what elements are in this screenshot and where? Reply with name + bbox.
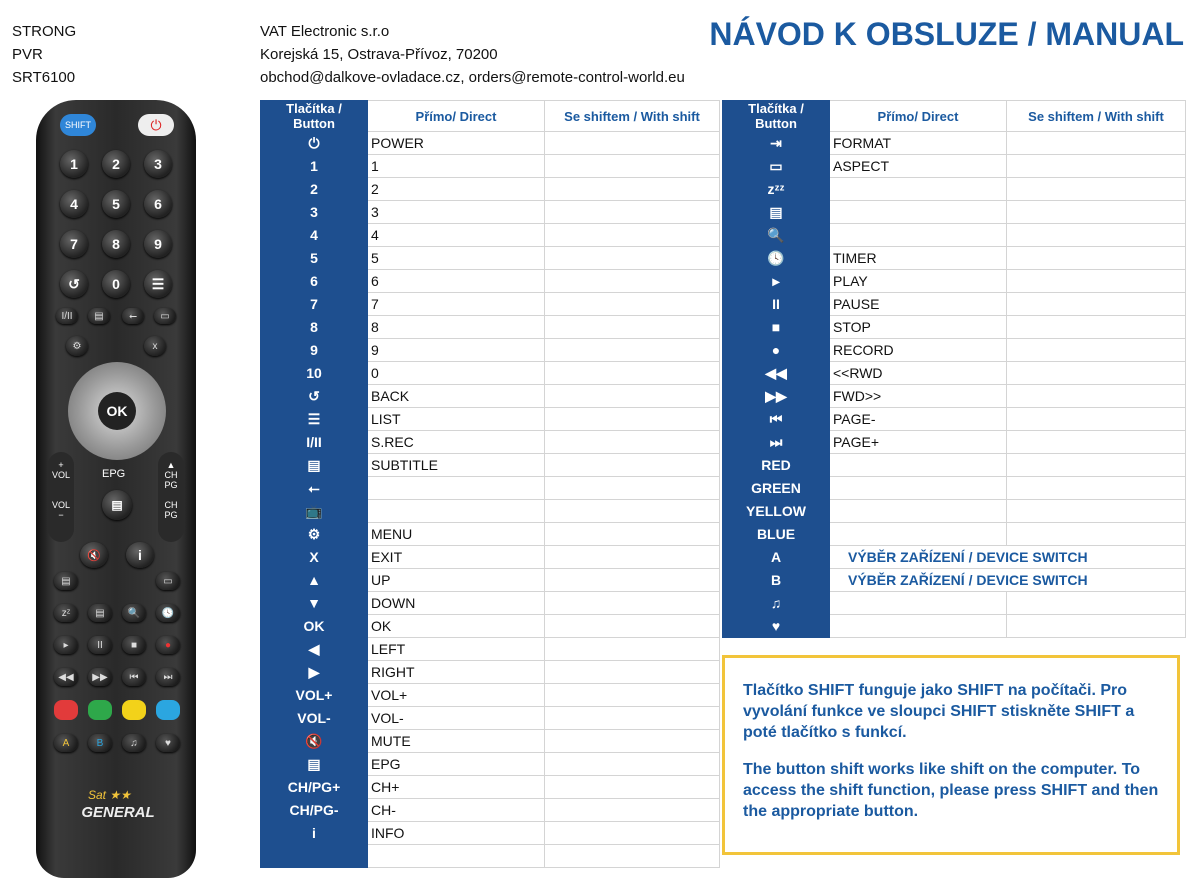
button-cell: ● (723, 339, 830, 362)
table-row (261, 822, 720, 845)
table-row (261, 431, 720, 454)
button-cell: 🔇 (261, 730, 368, 753)
button-cell: RED (723, 454, 830, 477)
direct-cell: 4 (368, 224, 545, 247)
button-cell: VOL+ (261, 684, 368, 707)
direct-cell: 2 (368, 178, 545, 201)
direct-cell (830, 592, 1007, 615)
digit-key: 8 (102, 230, 130, 258)
button-cell: 9 (261, 339, 368, 362)
ok-key: OK (98, 392, 136, 430)
table-row (261, 408, 720, 431)
button-cell: ▤ (723, 201, 830, 224)
remote-small-key: ♥ (156, 734, 180, 752)
button-cell: 4 (261, 224, 368, 247)
button-cell: 🕓 (723, 247, 830, 270)
shift-cell (545, 132, 720, 155)
table-row (261, 592, 720, 615)
button-cell: ◀◀ (723, 362, 830, 385)
shift-cell (545, 592, 720, 615)
remote-small-key: 🕓 (156, 604, 180, 622)
table-row (723, 615, 1186, 638)
button-cell: ▭ (723, 155, 830, 178)
direct-cell: CH+ (368, 776, 545, 799)
table-row (261, 293, 720, 316)
direct-cell (830, 615, 1007, 638)
remote-small-key: ▶▶ (88, 668, 112, 686)
shift-cell (545, 638, 720, 661)
button-cell: YELLOW (723, 500, 830, 523)
table-row (261, 730, 720, 753)
remote-small-key: II (88, 636, 112, 654)
power-button: ⏻ (138, 114, 174, 136)
direct-cell (830, 178, 1007, 201)
shift-cell (1007, 178, 1186, 201)
remote-small-key: 🔍 (122, 604, 146, 622)
shift-cell (1007, 454, 1186, 477)
shift-cell (545, 546, 720, 569)
shift-cell (545, 247, 720, 270)
info-key: i (126, 542, 154, 568)
remote-small-key: ⏮ (122, 668, 146, 686)
shift-cell (1007, 132, 1186, 155)
table-row (261, 247, 720, 270)
shift-cell (1007, 247, 1186, 270)
table-row (261, 845, 720, 868)
direct-cell: SUBTITLE (368, 454, 545, 477)
direct-cell: POWER (368, 132, 545, 155)
direct-cell: DOWN (368, 592, 545, 615)
shift-cell (545, 155, 720, 178)
button-cell: BLUE (723, 523, 830, 546)
direct-cell: PAGE+ (830, 431, 1007, 454)
table-row (261, 362, 720, 385)
table-row (723, 270, 1186, 293)
table-row (261, 155, 720, 178)
button-cell: ▶ (261, 661, 368, 684)
col-button: Tlačítka / Button (261, 101, 368, 132)
shift-cell (1007, 523, 1186, 546)
shift-cell (545, 201, 720, 224)
direct-cell: 8 (368, 316, 545, 339)
direct-cell: TIMER (830, 247, 1007, 270)
shift-cell (1007, 224, 1186, 247)
table-row (261, 638, 720, 661)
button-cell: B (723, 569, 830, 592)
table-row (261, 201, 720, 224)
button-cell: I/II (261, 431, 368, 454)
button-cell: CH/PG+ (261, 776, 368, 799)
shift-cell (545, 385, 720, 408)
direct-cell: RECORD (830, 339, 1007, 362)
button-cell: ⏮ (723, 408, 830, 431)
yellow-key (122, 700, 146, 720)
direct-cell: 1 (368, 155, 545, 178)
table-row (261, 178, 720, 201)
table-row (723, 523, 1186, 546)
direct-cell: RIGHT (368, 661, 545, 684)
button-cell: GREEN (723, 477, 830, 500)
direct-cell: PAGE- (830, 408, 1007, 431)
table-row (261, 270, 720, 293)
button-cell: ♫ (723, 592, 830, 615)
button-cell: II (723, 293, 830, 316)
table-row (723, 500, 1186, 523)
table-row (723, 454, 1186, 477)
digit-key: 7 (60, 230, 88, 258)
exit-key: x (144, 336, 166, 356)
button-cell: 📺 (261, 500, 368, 523)
company-name: VAT Electronic s.r.o (260, 23, 390, 40)
back-key: ↺ (60, 270, 88, 298)
shift-cell (545, 730, 720, 753)
table-row (261, 224, 720, 247)
shift-cell (1007, 592, 1186, 615)
table-row (261, 339, 720, 362)
direct-cell: INFO (368, 822, 545, 845)
direct-cell: FORMAT (830, 132, 1007, 155)
key-row-4: ▭ (154, 308, 176, 324)
direct-cell: BACK (368, 385, 545, 408)
direct-cell: PLAY (830, 270, 1007, 293)
button-cell: 7 (261, 293, 368, 316)
epg-key: ▤ (102, 490, 132, 520)
direct-cell: MENU (368, 523, 545, 546)
shift-cell (545, 178, 720, 201)
button-cell: ▸ (723, 270, 830, 293)
table-row (723, 316, 1186, 339)
shift-cell (1007, 293, 1186, 316)
col-shift: Se shiftem / With shift (545, 101, 720, 132)
digit-key: 2 (102, 150, 130, 178)
direct-cell (830, 500, 1007, 523)
shift-cell (545, 408, 720, 431)
table-row (723, 569, 1186, 592)
direct-cell: VOL- (368, 707, 545, 730)
menu-key: ⚙ (66, 336, 88, 356)
remote-small-key: ▤ (54, 572, 78, 590)
shift-cell (545, 339, 720, 362)
digit-key: 9 (144, 230, 172, 258)
remote-small-key: ▭ (156, 572, 180, 590)
shift-cell (1007, 339, 1186, 362)
remote-small-key: ◀◀ (54, 668, 78, 686)
direct-cell (368, 845, 545, 868)
table-row (261, 546, 720, 569)
shift-note-cz: Tlačítko SHIFT funguje jako SHIFT na počítači. Pro vyvolání funkce ve sloupci SHIFT stiskněte SHIFT a poté tlačítko s funkcí. (743, 682, 1135, 741)
shift-cell (545, 523, 720, 546)
table-row (261, 523, 720, 546)
shift-cell (1007, 431, 1186, 454)
shift-cell (545, 454, 720, 477)
direct-cell: VÝBĚR ZAŘÍZENÍ / DEVICE SWITCH (830, 569, 1186, 592)
remote-small-key: A (54, 734, 78, 752)
shift-cell (1007, 500, 1186, 523)
shift-cell (545, 707, 720, 730)
remote-small-key: ▸ (54, 636, 78, 654)
key-row-2: ▤ (88, 308, 110, 324)
button-cell: 8 (261, 316, 368, 339)
shift-cell (545, 753, 720, 776)
remote-small-key: zᶻ (54, 604, 78, 622)
button-cell: ⚙ (261, 523, 368, 546)
button-cell: ♥ (723, 615, 830, 638)
table-row (723, 339, 1186, 362)
direct-cell: 9 (368, 339, 545, 362)
header-left (12, 20, 76, 89)
table-row (261, 753, 720, 776)
table-row (723, 178, 1186, 201)
shift-cell (545, 500, 720, 523)
shift-cell (1007, 316, 1186, 339)
direct-cell: LEFT (368, 638, 545, 661)
table-row (261, 684, 720, 707)
shift-cell (1007, 615, 1186, 638)
button-cell: ⇥ (723, 132, 830, 155)
table-row (723, 546, 1186, 569)
direct-cell: 5 (368, 247, 545, 270)
button-cell: 2 (261, 178, 368, 201)
green-key (88, 700, 112, 720)
remote-small-key: ■ (122, 636, 146, 654)
button-cell: 6 (261, 270, 368, 293)
shift-cell (545, 684, 720, 707)
table-row (261, 707, 720, 730)
table-row (261, 615, 720, 638)
shift-cell (545, 316, 720, 339)
page-title: NÁVOD K OBSLUZE / MANUAL (709, 16, 1184, 52)
direct-cell: EXIT (368, 546, 545, 569)
button-cell: ▶▶ (723, 385, 830, 408)
buttons-table-right (722, 100, 1186, 638)
shift-cell (1007, 362, 1186, 385)
brand-logo: GENERAL (81, 804, 155, 821)
direct-cell: OK (368, 615, 545, 638)
table-row (723, 408, 1186, 431)
direct-cell: STOP (830, 316, 1007, 339)
shift-cell (1007, 155, 1186, 178)
digit-key: 3 (144, 150, 172, 178)
direct-cell (830, 477, 1007, 500)
col-direct: Přímo/ Direct (368, 101, 545, 132)
table-row (723, 431, 1186, 454)
col-button: Tlačítka / Button (723, 101, 830, 132)
direct-cell: UP (368, 569, 545, 592)
shift-cell (545, 293, 720, 316)
shift-cell (1007, 477, 1186, 500)
direct-cell: EPG (368, 753, 545, 776)
table-row (261, 776, 720, 799)
table-row (261, 454, 720, 477)
red-key (54, 700, 78, 720)
button-cell: 3 (261, 201, 368, 224)
direct-cell: MUTE (368, 730, 545, 753)
table-row (261, 316, 720, 339)
table-row (723, 224, 1186, 247)
remote-small-key: ⏭ (156, 668, 180, 686)
direct-cell: VOL+ (368, 684, 545, 707)
table-row (723, 362, 1186, 385)
button-cell: i (261, 822, 368, 845)
col-shift: Se shiftem / With shift (1007, 101, 1186, 132)
direct-cell: <<RWD (830, 362, 1007, 385)
direct-cell: S.REC (368, 431, 545, 454)
ch-key: ▲ CH PG CH PG (158, 452, 184, 542)
direct-cell: 6 (368, 270, 545, 293)
model-line: SRT6100 (12, 69, 76, 86)
button-cell: ■ (723, 316, 830, 339)
button-cell: ☰ (261, 408, 368, 431)
button-cell: VOL- (261, 707, 368, 730)
table-row (261, 132, 720, 155)
shift-button: SHIFT (60, 114, 96, 136)
button-cell: ⏭ (723, 431, 830, 454)
direct-cell (830, 523, 1007, 546)
table-row (261, 477, 720, 500)
remote-small-key: ● (156, 636, 180, 654)
table-row (261, 569, 720, 592)
direct-cell (830, 454, 1007, 477)
shift-cell (1007, 201, 1186, 224)
shift-cell (545, 362, 720, 385)
table-row (723, 247, 1186, 270)
company-contact: obchod@dalkove-ovladace.cz, orders@remote-control-world.eu (260, 69, 685, 86)
button-cell: OK (261, 615, 368, 638)
direct-cell: FWD>> (830, 385, 1007, 408)
remote-small-key: ▤ (88, 604, 112, 622)
direct-cell: CH- (368, 799, 545, 822)
button-cell (261, 845, 368, 868)
epg-label: EPG (102, 468, 126, 480)
button-cell: X (261, 546, 368, 569)
table-row (723, 132, 1186, 155)
shift-cell (1007, 385, 1186, 408)
direct-cell (830, 224, 1007, 247)
button-cell: ⭠ (261, 477, 368, 500)
shift-cell (545, 477, 720, 500)
shift-cell (545, 569, 720, 592)
table-row (723, 201, 1186, 224)
button-cell: ▤ (261, 753, 368, 776)
blue-key (156, 700, 180, 720)
shift-cell (545, 431, 720, 454)
table-row (261, 661, 720, 684)
shift-cell (545, 224, 720, 247)
button-cell: 5 (261, 247, 368, 270)
table-row (261, 799, 720, 822)
key-row-3: ⭠ (122, 308, 144, 324)
direct-cell: 0 (368, 362, 545, 385)
direct-cell: PAUSE (830, 293, 1007, 316)
shift-cell (545, 776, 720, 799)
shift-cell (1007, 270, 1186, 293)
button-cell: A (723, 546, 830, 569)
direct-cell (368, 477, 545, 500)
button-cell: zᶻᶻ (723, 178, 830, 201)
remote-small-key: ♫ (122, 734, 146, 752)
direct-cell: 3 (368, 201, 545, 224)
button-cell: ◀ (261, 638, 368, 661)
shift-cell (545, 661, 720, 684)
direct-cell: VÝBĚR ZAŘÍZENÍ / DEVICE SWITCH (830, 546, 1186, 569)
digit-key: 0 (102, 270, 130, 298)
button-cell: ▼ (261, 592, 368, 615)
col-direct: Přímo/ Direct (830, 101, 1007, 132)
direct-cell (830, 201, 1007, 224)
shift-cell (545, 845, 720, 868)
table-row (723, 385, 1186, 408)
brand-top: Sat ★★ (88, 788, 131, 802)
shift-cell (545, 615, 720, 638)
button-cell: 10 (261, 362, 368, 385)
table-row (723, 477, 1186, 500)
table-row (723, 592, 1186, 615)
button-cell: ⏻ (261, 132, 368, 155)
button-cell: ▤ (261, 454, 368, 477)
remote-image (36, 100, 196, 878)
brand-line: STRONG (12, 23, 77, 40)
table-row (723, 155, 1186, 178)
digit-key: 6 (144, 190, 172, 218)
direct-cell: 7 (368, 293, 545, 316)
remote-small-key: B (88, 734, 112, 752)
shift-cell (545, 822, 720, 845)
button-cell: CH/PG- (261, 799, 368, 822)
direct-cell: LIST (368, 408, 545, 431)
company-address: Korejská 15, Ostrava-Přívoz, 70200 (260, 46, 498, 63)
digit-key: 5 (102, 190, 130, 218)
button-cell: 🔍 (723, 224, 830, 247)
table-row (261, 385, 720, 408)
mute-key: 🔇 (80, 542, 108, 568)
shift-cell (1007, 408, 1186, 431)
digit-key: 4 (60, 190, 88, 218)
button-cell: ▲ (261, 569, 368, 592)
shift-note-en: The button shift works like shift on the computer. To access the shift function, please press SHIFT and then the appropriate button. (743, 761, 1159, 820)
table-row (723, 293, 1186, 316)
table-row (261, 500, 720, 523)
digit-key: 1 (60, 150, 88, 178)
buttons-table-left (260, 100, 720, 868)
key-row-1: I/II (56, 308, 78, 324)
button-cell: 1 (261, 155, 368, 178)
vol-key: + VOL VOL − (48, 452, 74, 542)
shift-cell (545, 799, 720, 822)
header-company (260, 20, 685, 89)
button-cell: ↺ (261, 385, 368, 408)
type-line: PVR (12, 46, 43, 63)
shift-cell (545, 270, 720, 293)
shift-note (722, 655, 1180, 855)
direct-cell: ASPECT (830, 155, 1007, 178)
direct-cell (368, 500, 545, 523)
list-key: ☰ (144, 270, 172, 298)
